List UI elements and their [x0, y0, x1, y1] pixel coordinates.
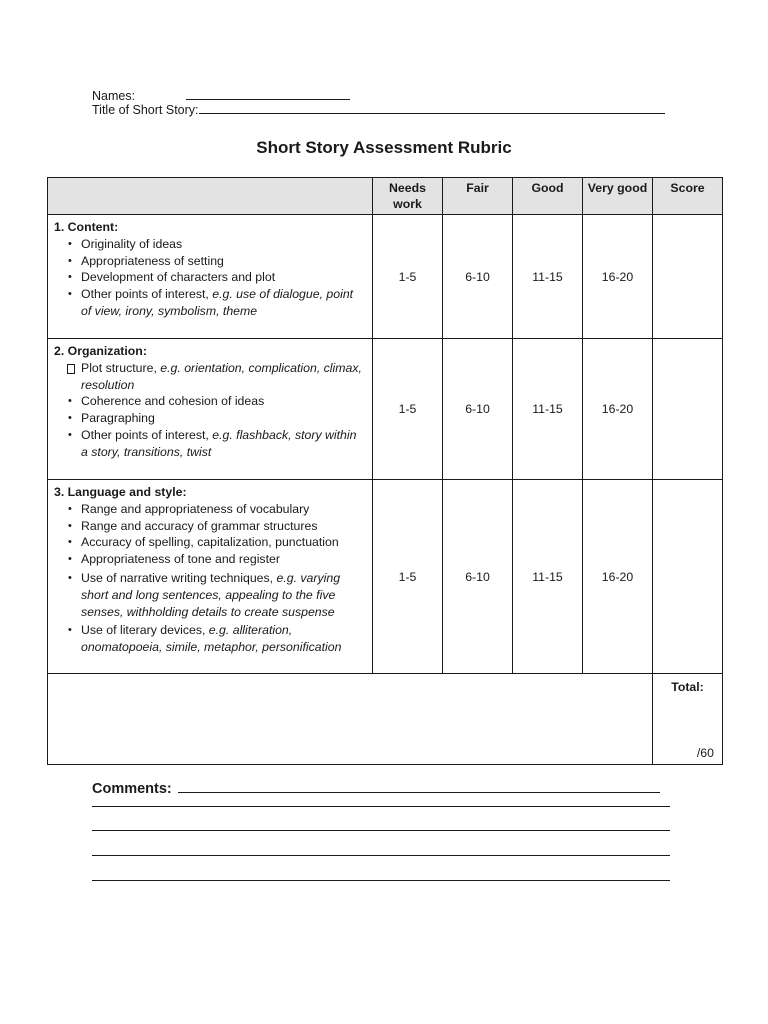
- table-row: [48, 480, 723, 674]
- comments-line[interactable]: [92, 880, 670, 881]
- list-item: • Paragraphing: [68, 410, 366, 427]
- score-cell-language-style[interactable]: [653, 480, 723, 674]
- score-range-very-good: 16-20: [583, 339, 653, 480]
- header-score: Score: [653, 178, 723, 215]
- total-label: Total:: [671, 680, 704, 694]
- criteria-content: [48, 215, 373, 339]
- story-title-label: Title of Short Story:: [92, 103, 199, 117]
- table-row: [48, 339, 723, 480]
- criteria-title: 2. Organization:: [54, 344, 147, 358]
- story-title-row: [92, 101, 665, 117]
- list-item: • Use of narrative writing techniques, e.g. varying short and long sentences, appealing to the five senses, withholding details to create suspense: [68, 570, 366, 620]
- total-max: /60: [696, 746, 714, 760]
- header-very-good: Very good: [583, 178, 653, 215]
- score-range-needs-work: 1-5: [373, 215, 443, 339]
- list-item: • Range and appropriateness of vocabulary: [68, 501, 366, 518]
- table-header-row: [48, 178, 723, 215]
- list-item: • Appropriateness of setting: [68, 253, 366, 270]
- score-range-needs-work: 1-5: [373, 339, 443, 480]
- header-criteria: [48, 178, 373, 215]
- list-item: • Accuracy of spelling, capitalization, punctuation: [68, 534, 366, 551]
- comments-line[interactable]: [92, 806, 670, 807]
- list-item: • Coherence and cohesion of ideas: [68, 393, 366, 410]
- list-item: • Other points of interest, e.g. use of dialogue, point of view, irony, symbolism, theme: [68, 286, 366, 320]
- score-range-very-good: 16-20: [583, 215, 653, 339]
- score-range-good: 11-15: [513, 339, 583, 480]
- rubric-table: [47, 177, 723, 765]
- list-item: Plot structure, e.g. orientation, complication, climax, resolution: [68, 360, 366, 394]
- names-blank[interactable]: [186, 87, 350, 100]
- comments-line[interactable]: [178, 778, 660, 793]
- header-fair: Fair: [443, 178, 513, 215]
- header-needs-work: Needs work: [373, 178, 443, 215]
- story-title-blank[interactable]: [199, 101, 665, 114]
- list-item: • Development of characters and plot: [68, 269, 366, 286]
- list-item: • Other points of interest, e.g. flashback, story within a story, transitions, twist: [68, 427, 366, 461]
- list-item: • Appropriateness of tone and register: [68, 551, 366, 568]
- score-cell-content[interactable]: [653, 215, 723, 339]
- total-cell[interactable]: [653, 674, 723, 765]
- total-row: [48, 674, 723, 765]
- score-cell-organization[interactable]: [653, 339, 723, 480]
- header-good: Good: [513, 178, 583, 215]
- list-item: • Range and accuracy of grammar structures: [68, 518, 366, 535]
- list-item: • Use of literary devices, e.g. alliteration, onomatopoeia, simile, metaphor, personification: [68, 622, 366, 656]
- table-row: [48, 215, 723, 339]
- comments-label: Comments:: [92, 781, 172, 797]
- page-title: Short Story Assessment Rubric: [256, 138, 512, 157]
- total-blank-area: [48, 674, 653, 765]
- score-range-fair: 6-10: [443, 339, 513, 480]
- criteria-language-style: [48, 480, 373, 674]
- comments-line[interactable]: [92, 830, 670, 831]
- score-range-very-good: 16-20: [583, 480, 653, 674]
- criteria-organization: [48, 339, 373, 480]
- score-range-fair: 6-10: [443, 215, 513, 339]
- names-label: Names:: [92, 89, 136, 103]
- score-range-needs-work: 1-5: [373, 480, 443, 674]
- criteria-title: 3. Language and style:: [54, 485, 187, 499]
- score-range-good: 11-15: [513, 480, 583, 674]
- comments-line[interactable]: [92, 855, 670, 856]
- comments-row: [92, 778, 660, 797]
- score-range-fair: 6-10: [443, 480, 513, 674]
- criteria-title: 1. Content:: [54, 220, 119, 234]
- score-range-good: 11-15: [513, 215, 583, 339]
- list-item: • Originality of ideas: [68, 236, 366, 253]
